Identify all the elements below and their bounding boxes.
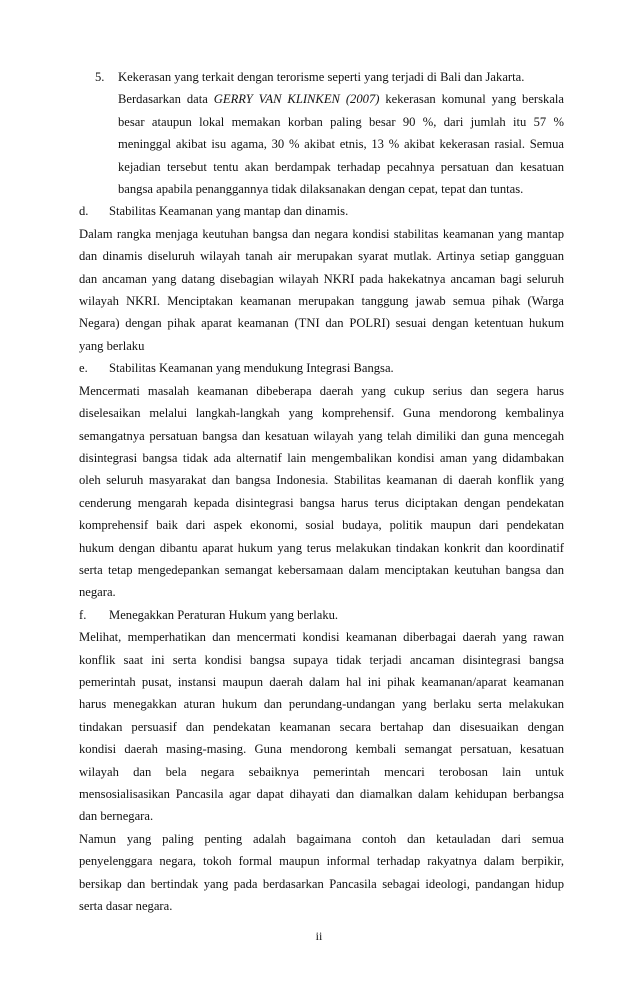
- list-item-body: [118, 88, 564, 200]
- paragraph-line: dan bernegara.: [79, 809, 154, 824]
- page-number: ii: [315, 929, 323, 943]
- paragraph-line: Mencermati masalah keamanan dibeberapa daerah yang cukup serius dan segera harus: [79, 383, 564, 398]
- paragraph-line: serta dasar negara.: [79, 899, 173, 914]
- section-title: Menegakkan Peraturan Hukum yang berlaku.: [109, 607, 339, 622]
- paragraph-line: bersikap dan bertindak yang pada berdasarkan Pancasila sebagai ideologi, pandangan hidup: [79, 876, 564, 891]
- paragraph-line: diselesaikan melalui langkah-langkah yang komprehensif. Guna mendorong kembalinya: [79, 406, 564, 421]
- paragraph-line: pemerintah pusat, instansi maupun daerah dalam hal ini pihak keamanan/aparat keamanan: [79, 674, 564, 689]
- list-item-line: meninggal akibat isu agama, 30 % akibat etnis, 13 % akibat kekerasan rasial. Semua: [118, 137, 564, 152]
- paragraph-line: wilayah dan bela negara sebaiknya pemerintah mencari terobosan lain untuk: [79, 764, 564, 779]
- paragraph-line: cenderung mengarah kepada disintegrasi bangsa harus terus diciptakan dengan pendekatan: [79, 495, 564, 510]
- list-item-number: 5.: [95, 70, 105, 84]
- list-item-line: bangsa apabila penanggannya tidak dilaksanakan dengan cepat, tepat dan tuntas.: [118, 182, 524, 197]
- paragraph-line: komprehensif baik dari aspek ekonomi, sosial budaya, politik maupun dari pendekatan: [79, 518, 564, 533]
- list-item-5: [79, 66, 564, 200]
- section-paragraph-f: [79, 626, 564, 828]
- paragraph-line: harus menegakkan aturan hukum dan perundang-undangan yang berlaku serta melakukan: [79, 697, 564, 712]
- paragraph-line: Namun yang paling penting adalah bagaimana contoh dan ketauladan dari semua: [79, 831, 564, 846]
- section-letter: d.: [79, 204, 89, 219]
- paragraph-line: dan ancaman yang datang disebagian wilayah NKRI pada hakekatnya ancaman bagi seluruh: [79, 271, 564, 286]
- paragraph-line: dan dinamis diseluruh wilayah tanah air merupakan syarat mutlak. Artinya setiap gangguan: [79, 249, 564, 264]
- paragraph-line: konflik saat ini serta kondisi bangsa supaya tidak terjadi ancaman disintegrasi bangsa: [79, 652, 564, 667]
- paragraph-line: tindakan persuasif dan pendekatan keamanan secara bertahap dan disesuaikan dengan: [79, 719, 564, 734]
- paragraph-line: serta tetap mengedepankan semangat kebersamaan dalam menciptakan keutuhan bangsa dan: [79, 562, 564, 577]
- section-title: Stabilitas Keamanan yang mantap dan dinamis.: [109, 204, 349, 219]
- paragraph-line: hukum dengan dibantu aparat hukum yang terus melakukan tindakan konkrit dan koordinatif: [79, 540, 564, 555]
- section-paragraph-d: [79, 223, 564, 357]
- paragraph-line: penyelenggara negara, tokoh formal maupun informal terhadap rakyatnya dalam berpikir,: [79, 854, 564, 869]
- list-item-line: besar ataupun lokal memakan korban paling besar 90 %, dari jumlah itu 57 %: [118, 114, 564, 129]
- paragraph-line: kondisi daerah masing-masing. Guna mendorong kembali semangat persatuan, kesatuan: [79, 742, 564, 757]
- paragraph-line: wilayah NKRI. Menciptakan keamanan merupakan tanggung jawab semua pihak (Warga: [79, 294, 564, 309]
- section-title: Stabilitas Keamanan yang mendukung Integrasi Bangsa.: [109, 361, 394, 376]
- paragraph-line: semangatnya persatuan bangsa dan kesatuan wilayah yang telah dimiliki dan guna mencegah: [79, 428, 564, 443]
- section-heading-d: [79, 200, 564, 222]
- section-letter: f.: [79, 607, 87, 622]
- paragraph-line: negara.: [79, 585, 116, 600]
- paragraph-line: yang berlaku: [79, 338, 145, 353]
- section-paragraph-e: [79, 380, 564, 604]
- paragraph-line: Dalam rangka menjaga keutuhan bangsa dan negara kondisi stabilitas keamanan yang mantap: [79, 226, 564, 241]
- section-heading-f: [79, 604, 564, 626]
- list-item-line: Berdasarkan data GERRY VAN KLINKEN (2007) kekerasan komunal yang berskala: [118, 92, 565, 107]
- document-body: [79, 66, 564, 917]
- section-heading-e: [79, 357, 564, 379]
- list-item-line: kejadian tersebut tentu akan berdampak terhadap pecahnya persatuan dan kesatuan: [118, 159, 564, 174]
- section-letter: e.: [79, 361, 88, 376]
- paragraph-line: disintegrasi bangsa tidak ada alternatif lain mengembalikan kondisi aman yang didambakan: [79, 450, 564, 465]
- citation-author: GERRY VAN KLINKEN (2007): [213, 92, 380, 107]
- paragraph-line: Negara) dengan pihak aparat keamanan (TNI dan POLRI) sesuai dengan ketentuan hukum: [79, 316, 564, 331]
- paragraph-line: Melihat, memperhatikan dan mencermati kondisi keamanan diberbagai daerah yang rawan: [79, 630, 564, 645]
- list-item-first-line: Kekerasan yang terkait dengan terorisme seperti yang terjadi di Bali dan Jakarta.: [118, 70, 525, 84]
- paragraph-line: mensosialisasikan Pancasila agar dapat dihayati dan diamalkan dalam kehidupan berbangsa: [79, 787, 564, 801]
- paragraph-line: oleh seluruh masyarakat dan bangsa Indonesia. Stabilitas keamanan di daerah konflik yang: [79, 473, 564, 488]
- closing-paragraph: [79, 828, 564, 918]
